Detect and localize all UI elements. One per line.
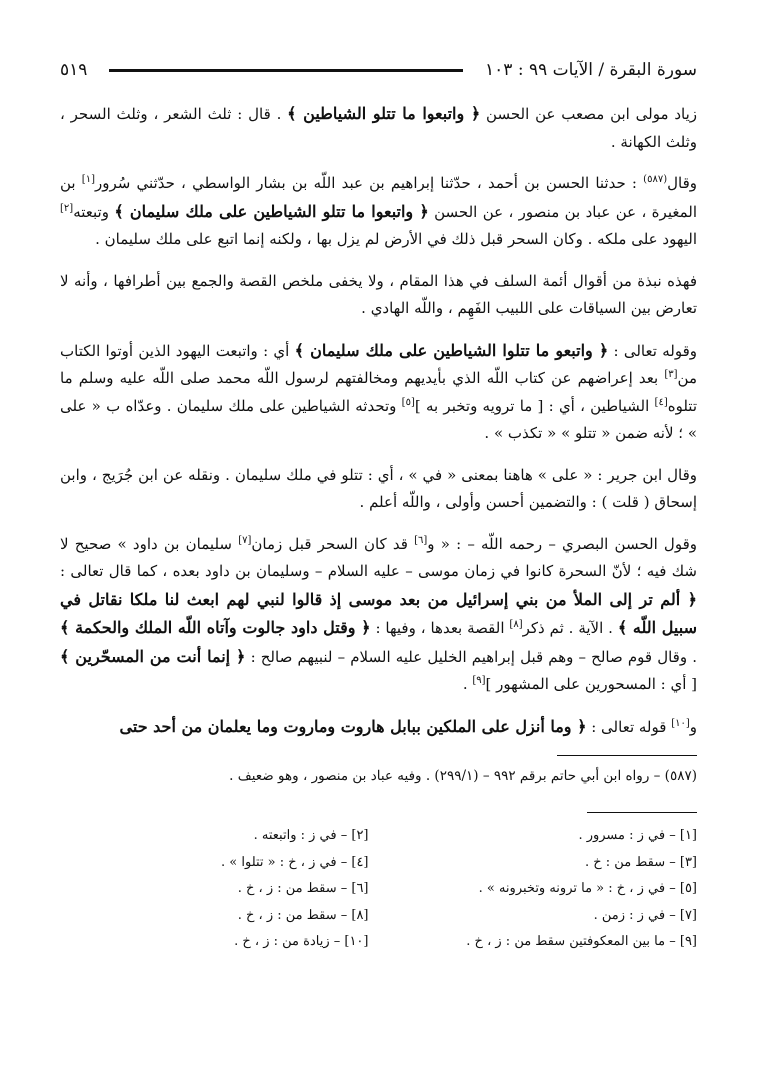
note-item: [٣] – سقط من : خ .	[585, 854, 697, 870]
text-run: وقوله تعالى :	[608, 341, 697, 360]
text-run: وتحدثه الشياطين على ملك سليمان . وعدّاه ب « على » ؛ لأنه ضمن « تتلو » « تكذب » .	[60, 396, 697, 442]
paragraph	[60, 170, 697, 254]
text-run: . قال : ثلث الشعر ، وثلث السحر ، وثلث الكهانة .	[60, 105, 697, 151]
footnote-ref: [١]	[81, 174, 95, 185]
note-item: [٨] – سقط من : ز ، خ .	[237, 907, 369, 923]
quran-verse: ﴿ واتبعو ما تتلوا الشياطين على ملك سليمان ﴾	[294, 340, 609, 360]
note-item: [٥] – في ز ، خ : « ما ترونه وتخبرونه » .	[478, 881, 697, 896]
text-run: سليمان بن داود » صحيح لا شك فيه ؛ لأنّ السحرة كانوا في زمان موسى – عليه السلام – وسليمان بن داود بعده ، كما قال تعالى :	[60, 534, 697, 580]
text-run: الشياطين ، أي : [ ما ترويه وتخبر به ]	[414, 396, 655, 415]
text-run: [ أي : المسحورين على المشهور ]	[485, 675, 697, 693]
text-run: . الآية . ثم ذكر	[522, 619, 618, 637]
footnote-ref: [٣]	[664, 369, 678, 380]
manuscript-notes	[60, 823, 697, 956]
text-run: بن المغيرة ، عن عباد بن منصور ، عن الحسن	[60, 174, 697, 221]
text-run: و	[689, 717, 697, 736]
footnote-ref: [٥]	[401, 396, 415, 408]
note-item: [٢] – في ز : واتبعته .	[253, 828, 369, 843]
notes-separator	[587, 812, 697, 813]
text-run: وقول الحسن البصري – رحمه اللّه – : « و	[427, 534, 697, 553]
paragraph	[60, 713, 697, 742]
footnote-ref: [٢]	[60, 202, 74, 214]
quran-verse: ﴿ ألم تر إلى الملأ من بني إسرائيل من بعد موسى إذ قالوا لنبي لهم ابعث لنا ملكا نقاتل في سبيل اللّه ﴾	[60, 589, 697, 637]
note-item: [٦] – سقط من : ز ، خ .	[237, 881, 369, 896]
text-run: اليهود على ملكه . وكان السحر قبل ذلك في الأرض لم يزل بها ، ولكنه إنما اتبع على ملك سليمان .	[95, 230, 697, 248]
text-run: وتبعته	[73, 202, 115, 221]
paragraph	[60, 268, 697, 323]
text-run: . وقال قوم صالح – وهم قبل إبراهيم الخليل عليه السلام – لنبيهم صالح :	[245, 647, 697, 666]
paragraph	[60, 462, 697, 517]
text-run: أي : واتبعت اليهود الذين أوتوا الكتاب من	[60, 341, 697, 387]
text-run: بعد إعراضهم عن كتاب اللّه الذي بأيديهم ومخالفتهم لرسول اللّه محمد صلى اللّه عليه وسلم ما تتلوه	[60, 369, 697, 415]
text-run: قد كان السحر قبل زمان	[251, 534, 415, 553]
footnote-ref: (٥٨٧)	[643, 174, 668, 185]
main-text	[60, 100, 697, 741]
text-run: القصة بعدها ، وفيها :	[370, 619, 510, 637]
paragraph	[60, 531, 697, 699]
text-run: : حدثنا الحسن بن أحمد ، حدّثنا إبراهيم بن عبد اللّه بن بشار الواسطي ، حدّثني سُرور	[94, 174, 644, 192]
header-rule	[109, 69, 463, 72]
note-item: [١٠] – زيادة من : ز ، خ .	[234, 934, 369, 949]
note-item: [٩] – ما بين المعكوفتين سقط من : ز ، خ .	[466, 934, 697, 949]
paragraph	[60, 337, 697, 448]
quran-verse: ﴿ وقتل داود جالوت وآتاه اللّه الملك والحكمة ﴾	[60, 618, 371, 637]
note-item: [٤] – في ز ، خ : « تتلوا » .	[221, 854, 369, 870]
quran-verse: ﴿ واتبعوا ما تتلو الشياطين ﴾	[287, 104, 481, 123]
text-run: زياد مولى ابن مصعب عن الحسن	[480, 105, 697, 123]
text-run: وقال ابن جرير : « على » هاهنا بمعنى « في » ، أي : تتلو في ملك سليمان . ونقله عن ابن جُرَيج ، وابن إسحاق ( قلت ) : والتضمين أحسن وأولى ، واللّه أعلم .	[60, 465, 697, 511]
page-number: ٥١٩	[60, 60, 88, 80]
text-run: .	[462, 675, 473, 693]
note-item: [٧] – في ز : زمن .	[593, 907, 697, 923]
page-header	[60, 54, 697, 86]
footnote-ref: [٤]	[654, 396, 668, 408]
text-run: قوله تعالى :	[586, 717, 672, 736]
hadith-footnote: (٥٨٧) – رواه ابن أبي حاتم برقم ٩٩٢ – (٢٩٩/١) . وفيه عباد بن منصور ، وهو ضعيف .	[229, 768, 697, 784]
quran-verse: ﴿ واتبعوا ما تتلو الشياطين على ملك سليمان ﴾	[114, 201, 429, 221]
footnote-separator	[557, 755, 697, 756]
quran-verse: ﴿ إنما أنت من المسحّرين ﴾	[60, 646, 246, 666]
footnote-ref: [٩]	[472, 675, 486, 686]
footnote-ref: [١٠]	[671, 717, 690, 729]
note-item: [١] – في ز : مسرور .	[578, 828, 697, 843]
quran-verse: ﴿ وما أنزل على الملكين ببابل هاروت وماروت وما يعلمان من أحد حتى	[119, 716, 587, 736]
surah-title: سورة البقرة / الآيات ٩٩ : ١٠٣	[485, 60, 697, 80]
paragraph	[60, 100, 697, 156]
footnote-ref: [٧]	[238, 534, 252, 546]
footnote-ref: [٦]	[414, 534, 428, 546]
text-run: فهذه نبذة من أقوال أئمة السلف في هذا المقام ، ولا يخفى ملخص القصة والجمع بين أطرافها ، وأنه لا تعارض بين السياقات على اللبيب الفَهِم ، واللّه الهادي .	[60, 271, 697, 317]
text-run: وقال	[667, 174, 697, 192]
footnote-ref: [٨]	[509, 619, 523, 630]
book-page	[60, 54, 697, 1079]
